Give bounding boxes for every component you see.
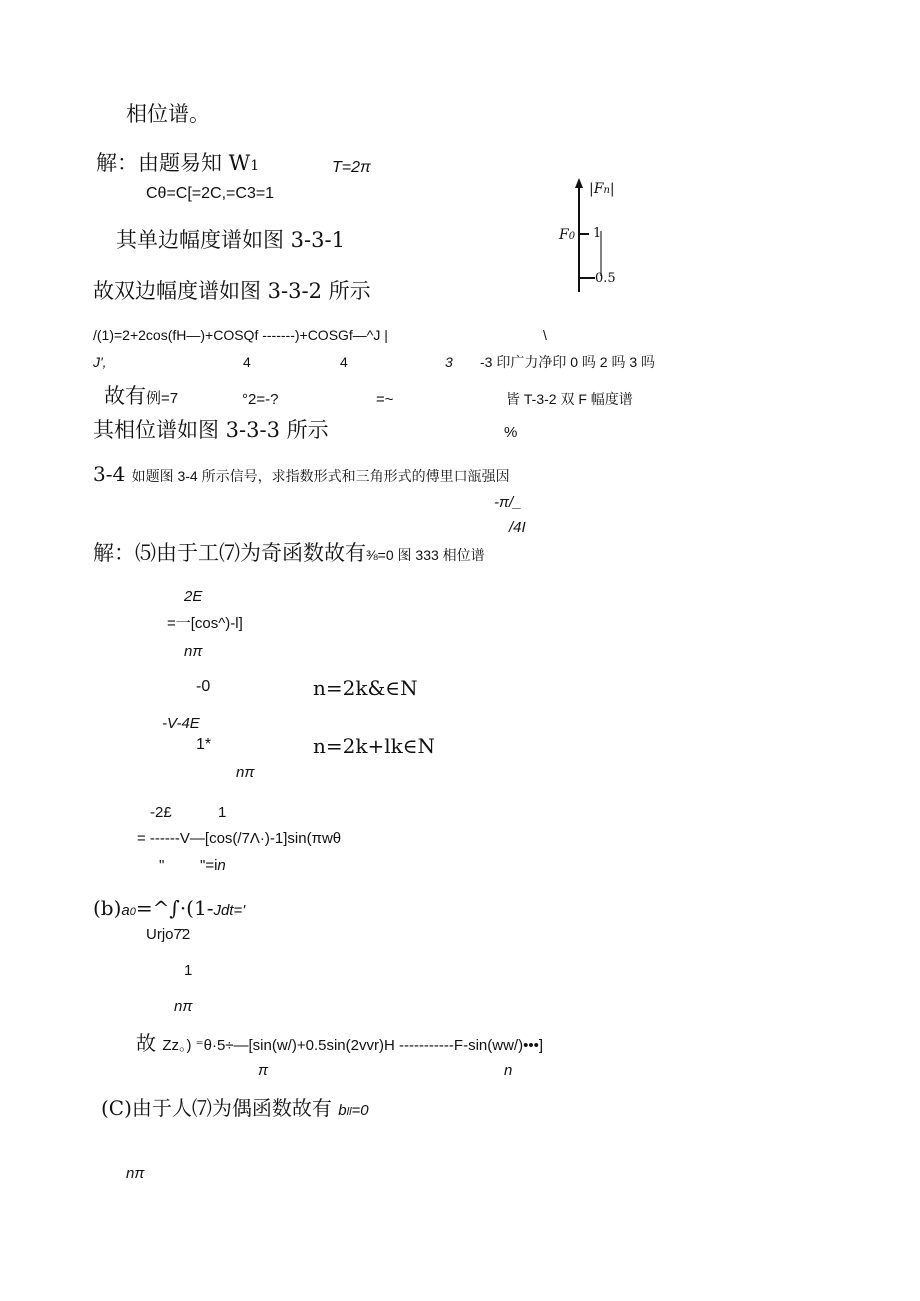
- text-line-7-b: 4: [243, 354, 251, 370]
- text-line-4: 其单边幅度谱如图 3-3-1: [116, 228, 345, 252]
- a0-integral: =^∫·(1-: [135, 896, 214, 920]
- text-line-1: 相位谱。: [126, 102, 210, 126]
- formula-one: 1: [218, 804, 227, 821]
- formula-integral-limits: Urjo7̄2: [146, 926, 191, 943]
- f0-label-text: F: [559, 227, 569, 243]
- f0-label: [559, 228, 575, 242]
- axis-label: [589, 182, 615, 196]
- axis-label-text: |F: [589, 181, 604, 197]
- text-line-9: 其相位谱如图 3-3-3 所示: [93, 418, 329, 442]
- formula-cos-term: =一[cos^)-l]: [167, 615, 243, 632]
- formula-one-2: 1: [184, 962, 193, 979]
- problem-number: 3-4: [93, 462, 126, 486]
- formula-bn-sum: = ------V—[cos(/7Λ·)-1]sin(πwθ: [137, 830, 342, 847]
- text-line-7-d: 3: [445, 354, 453, 370]
- text-line-8-lead: 故有: [104, 384, 146, 408]
- text-line-8-value: 例=7: [146, 390, 179, 407]
- formula-denominator-n: n: [504, 1062, 513, 1079]
- text-line-7-c: 4: [340, 354, 348, 370]
- axis-arrow-icon: [575, 178, 583, 188]
- bn-symbol: b: [338, 1102, 347, 1119]
- formula-sum-lower: [200, 858, 226, 873]
- formula-fourier-series: Zz。) ⁼θ·5÷—[sin(w/)+0.5sin(2vvr)H -----------F-sin(ww/)•••]: [162, 1037, 543, 1054]
- figure-caption-3-3-2: 皆 T-3-2 双 F 幅度谱: [506, 391, 633, 407]
- text-line-8: [104, 386, 178, 407]
- text-line-13-tail: ⅜=0 图 333 相位谱: [366, 547, 485, 563]
- text-line-c: [101, 1098, 369, 1118]
- text-line-28-lead: 故: [136, 1031, 156, 1055]
- part-b-label: (b): [93, 896, 122, 920]
- tick-05-label: 0.5: [595, 271, 616, 286]
- formula-denominator-pi: π: [258, 1062, 269, 1079]
- formula-npi-2: nπ: [236, 764, 255, 781]
- formula-npi-4: nπ: [126, 1165, 145, 1182]
- text-line-13-main: 解：⑸由于工⑺为奇函数故有: [93, 541, 366, 565]
- text-line-6-mark: \: [543, 327, 547, 343]
- text-line-8-c: =~: [376, 391, 394, 408]
- text-line-8-b: °2=-?: [242, 391, 279, 408]
- tick-1-label: 1: [593, 226, 602, 241]
- text-line-28: [136, 1033, 543, 1053]
- formula-npi-1: nπ: [184, 643, 203, 660]
- text-line-7-a: J',: [93, 354, 107, 370]
- text-line-13: [93, 543, 485, 564]
- text-line-2-sub: 1: [250, 158, 260, 174]
- formula-minus-4E: -V-4E: [162, 715, 200, 732]
- axis-label-sub: n: [603, 185, 610, 196]
- amplitude-spectrum-figure: [555, 176, 635, 296]
- figure-phase-label-top: -π/_: [494, 494, 522, 511]
- a0-integrand: Jdt=': [213, 902, 246, 919]
- axis-label-end: |: [609, 181, 615, 197]
- text-line-b: [93, 898, 245, 918]
- text-line-2-main: 解：由题易知 W: [96, 151, 251, 175]
- formula-sum-lower-quote: ": [159, 857, 165, 874]
- formula-sum-lower-n: n: [217, 857, 226, 874]
- formula-2E: 2E: [184, 588, 203, 605]
- formula-npi-3: nπ: [174, 998, 193, 1015]
- text-line-5: 故双边幅度谱如图 3-3-2 所示: [93, 279, 371, 303]
- part-c-text: (C)由于人⑺为偶函数故有: [101, 1096, 332, 1120]
- a0-symbol: a: [121, 902, 130, 919]
- a0-subscript: 0: [129, 906, 136, 918]
- formula-case-even-value: -0: [196, 678, 211, 695]
- text-line-7-e: -3 印广力净印 0 吗 2 吗 3 吗: [480, 354, 656, 370]
- formula-case-odd-value: 1*: [196, 736, 212, 753]
- f0-label-sub: 0: [568, 231, 576, 242]
- formula-case-even-cond: n=2k&∈N: [313, 676, 418, 700]
- problem-3-4: [93, 464, 510, 484]
- problem-statement: 如题图 3-4 所示信号，求指数形式和三角形式的傅里口瓿强因: [131, 468, 510, 484]
- figure-phase-label-bottom: /4I: [509, 519, 526, 536]
- text-line-9-mark: %: [504, 424, 518, 441]
- formula-sum-lower-text: "=i: [200, 857, 218, 874]
- bn-subscript: ll: [346, 1106, 352, 1118]
- formula-minus-2E: -2£: [150, 804, 172, 821]
- text-line-2-period: T=2π: [332, 159, 371, 176]
- text-line-6: /(1)=2+2cos(fH—)+COSQf -------)+COSGf—^J |: [93, 327, 388, 343]
- bn-value: =0: [351, 1102, 369, 1119]
- text-line-3: Cθ=C[=2C,=C3=1: [146, 185, 275, 202]
- text-line-2: [96, 153, 259, 174]
- formula-case-odd-cond: n=2k+lk∈N: [313, 734, 436, 758]
